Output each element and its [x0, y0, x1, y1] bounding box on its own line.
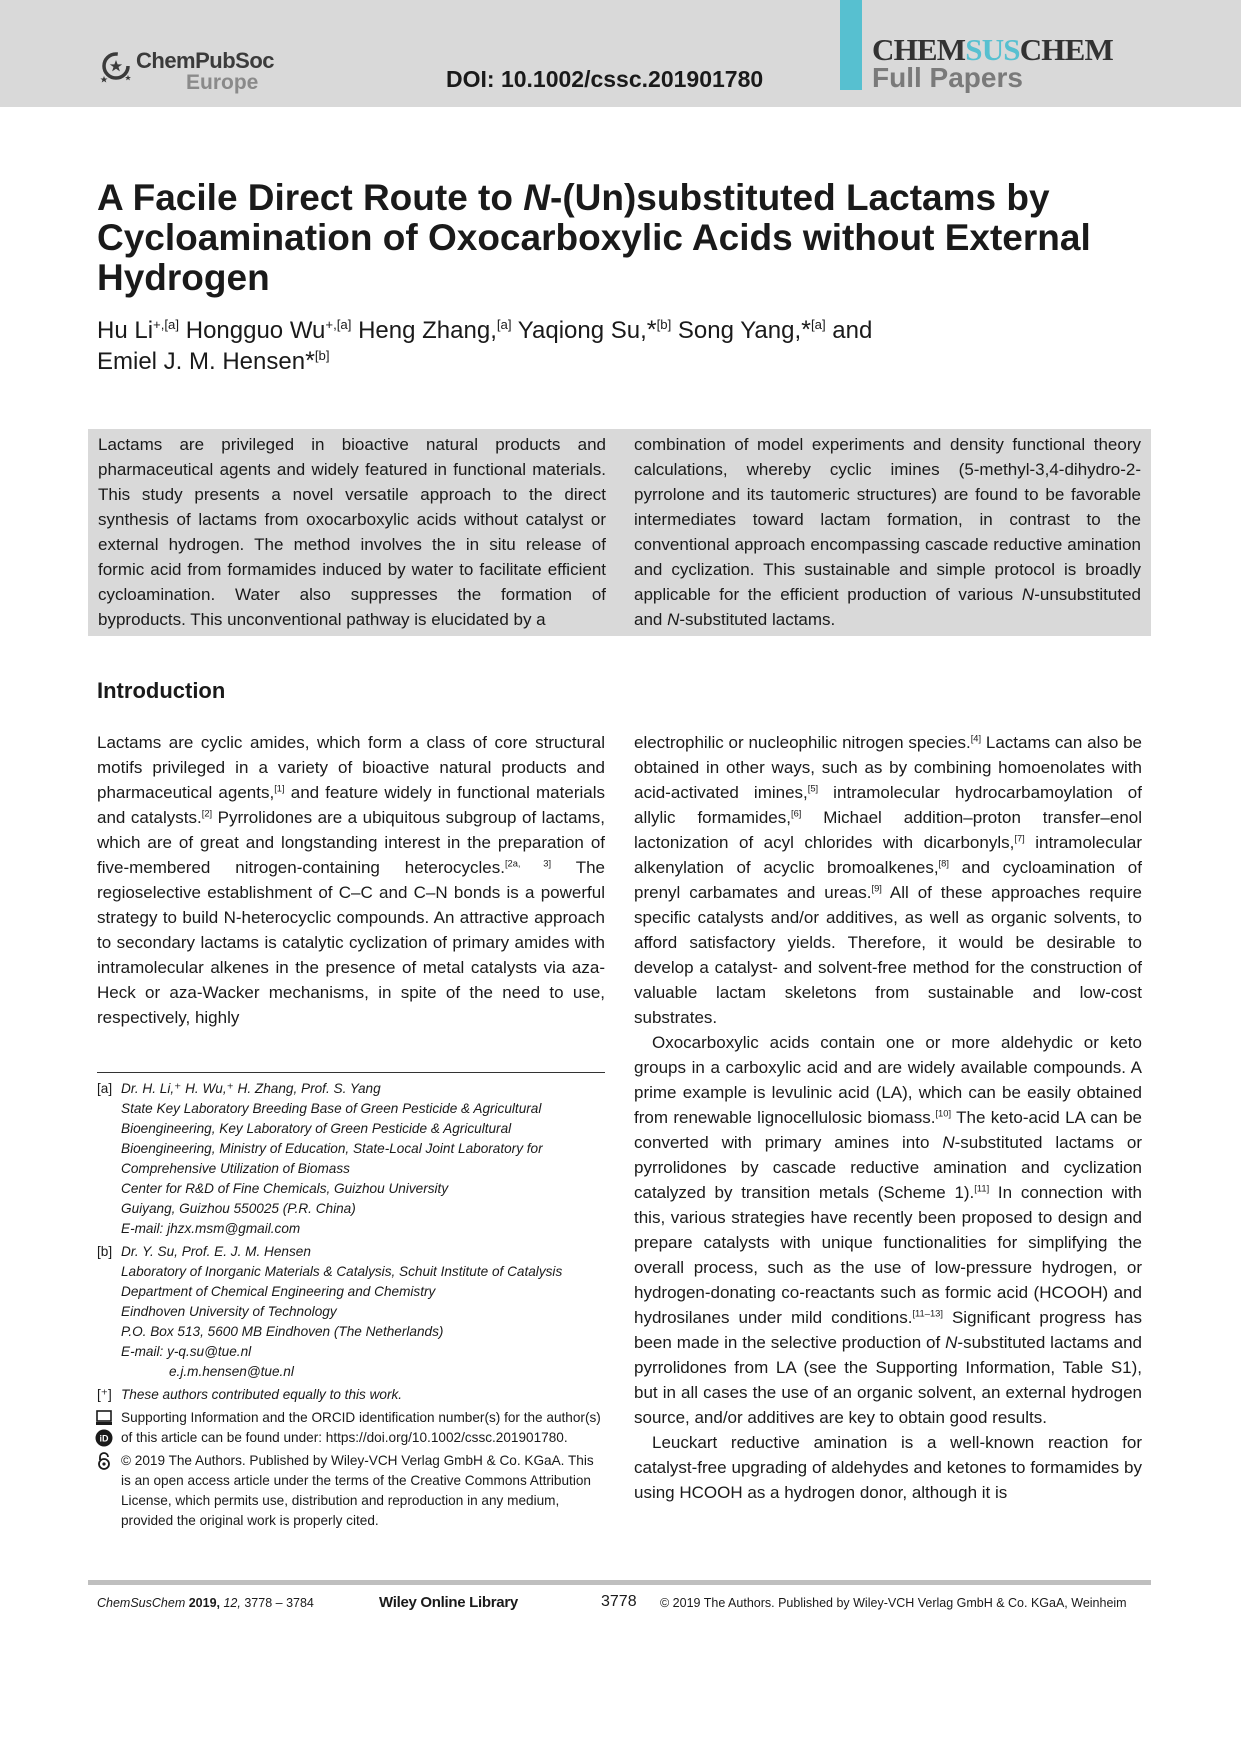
- affiliation-tag: [b]: [97, 1244, 113, 1259]
- text: Oxocarboxylic acids contain one or more aldehydic or keto groups in a carboxylic acid and are widely available compounds. A prime example is levulinic acid (LA), which can be easily obtained from renewable lignocellulosic biomass.: [634, 1033, 1142, 1127]
- affiliation-tag: [⁺]: [97, 1387, 112, 1402]
- text: In connection with this, various strategies have recently been proposed to design and prepare catalysts with unique functionalities for simplifying the overall process, such as the use of low-pressure hydrogen, or hydrogen-donating co-reactants such as formic acid (HCOOH) and hydrosilanes under mild conditions.: [634, 1183, 1142, 1327]
- reference-mark: [9]: [871, 883, 882, 894]
- author-affiliation-mark: [b]: [314, 348, 330, 363]
- introduction-left-column: [97, 730, 605, 1030]
- author: [518, 317, 678, 344]
- text: electrophilic or nucleophilic nitrogen species.: [634, 733, 971, 752]
- author: [358, 317, 518, 344]
- author-name: Hongguo Wu: [185, 317, 326, 344]
- affiliation-line: Guiyang, Guizhou 550025 (P.R. China): [121, 1201, 356, 1216]
- reference-mark: [8]: [938, 858, 949, 869]
- affiliation-line: Department of Chemical Engineering and Chemistry: [121, 1284, 436, 1299]
- author-name: Song Yang,: [677, 317, 802, 344]
- journal-name-part3: CHEM: [1019, 32, 1113, 67]
- author-separator: [671, 317, 678, 344]
- article-section-label: Full Papers: [872, 62, 1023, 93]
- article-title: [97, 178, 1157, 298]
- reference-mark: [4]: [970, 733, 982, 744]
- corresponding-author-mark: *: [305, 347, 315, 375]
- abstract-text: -substituted lactams.: [679, 610, 836, 629]
- text: Lactams can also be obtained in other ways, such as by combining homoenolates with acid-activated imines,: [634, 733, 1142, 802]
- author-affiliation-mark: +,[a]: [153, 317, 180, 332]
- equal-contribution-text: These authors contributed equally to this work.: [121, 1387, 403, 1402]
- orcid-icon: [95, 1429, 113, 1447]
- reference-mark: [11–13]: [912, 1308, 943, 1319]
- text: Significant progress has been made in the selective production of: [634, 1308, 1142, 1352]
- text: and feature widely in functional materials and catalysts.: [97, 783, 605, 827]
- author-affiliation-mark: +,[a]: [325, 317, 352, 332]
- footer-divider: [88, 1580, 1151, 1585]
- author: [678, 317, 872, 344]
- doi-label: DOI: 10.1002/cssc.201901780: [446, 66, 764, 92]
- text: intramolecular alkenylation of acyclic bromoalkenes,: [634, 833, 1142, 877]
- text: intramolecular hydrocarbamoylation of allylic formamides,: [634, 783, 1142, 827]
- footer-copyright: © 2019 The Authors. Published by Wiley-VCH Verlag GmbH & Co. KGaA, Weinheim: [660, 1596, 1127, 1610]
- paragraph: [634, 730, 1142, 1030]
- text: All of these approaches require specific catalysts and/or additives, as well as organic solvents, to afford satisfactory yields. Therefore, it would be desirable to develop a catalyst- and solvent-free method for the construction of valuable lactam skeletons from sustainable and low-cost substrates.: [634, 883, 1142, 1027]
- affiliation-line: P.O. Box 513, 5600 MB Eindhoven (The Netherlands): [121, 1324, 444, 1339]
- footer-citation: [97, 1596, 314, 1610]
- author-affiliation-mark: [a]: [810, 317, 826, 332]
- affiliation-b: [97, 1242, 607, 1382]
- abstract-text: combination of model experiments and density functional theory calculations, whereby cyclic imines (5-methyl-3,4-dihydro-2-pyrrolone and its tautomeric structures) are found to be favorable intermediates toward lactam formation, in contrast to the conventional approach encompassing cascade reductive amination and cyclization. This sustainable and simple protocol is broadly applicable for the efficient production of various: [634, 435, 1141, 604]
- introduction-right-column: [634, 730, 1142, 1505]
- title-text-1: A Facile Direct Route to: [97, 177, 524, 218]
- affiliation-line: Center for R&D of Fine Chemicals, Guizhou University: [121, 1181, 449, 1196]
- affiliation-email: e.j.m.hensen@tue.nl: [169, 1364, 294, 1379]
- footer-year: 2019,: [188, 1596, 220, 1610]
- text: -substituted lactams and pyrrolidones from LA (see the Supporting Information, Table S1), but in all cases the use of an organic solvent, an external hydrogen source, and/or additives are key to obtain good results.: [634, 1333, 1142, 1427]
- paragraph: [97, 730, 605, 1030]
- author-name: Heng Zhang,: [358, 317, 497, 344]
- affiliation-line: Laboratory of Inorganic Materials & Catalysis, Schuit Institute of Catalysis: [121, 1264, 563, 1279]
- italic-n: N: [667, 610, 680, 629]
- text: Pyrrolidones are a ubiquitous subgroup of lactams, which are of great and longstanding interest in the preparation of five-membered nitrogen-containing heterocycles.: [97, 808, 605, 877]
- abstract-left-column: Lactams are privileged in bioactive natural products and pharmaceutical agents and widely featured in functional materials. This study presents a novel versatile approach to the direct synthesis of lactams from oxocarboxylic acids without catalyst or external hydrogen. The method involves the in situ release of formic acid from formamides induced by water to facilitate efficient cycloamination. Water also suppresses the formation of byproducts. This unconventional pathway is elucidated by a: [98, 435, 606, 629]
- computer-icon: [95, 1409, 113, 1427]
- reference-mark: [2]: [201, 808, 213, 819]
- author-name: Hu Li: [97, 317, 154, 344]
- author-separator: [179, 317, 186, 344]
- author-affiliation-mark: [a]: [496, 317, 512, 332]
- abstract-text: -unsubstituted and: [634, 585, 1141, 629]
- journal-name-part1: CHEM: [872, 32, 966, 67]
- section-heading-introduction: Introduction: [97, 678, 226, 703]
- reference-mark: [5]: [807, 783, 819, 794]
- author: [186, 317, 358, 344]
- affiliation-email: E-mail: jhzx.msm@gmail.com: [121, 1221, 301, 1236]
- footer-journal: ChemSusChem: [97, 1596, 186, 1610]
- text: The keto-acid LA can be converted with primary amines into: [634, 1108, 1142, 1152]
- italic-n: N: [945, 1333, 958, 1352]
- equal-contribution-note: [97, 1385, 607, 1405]
- footer-volume: 12,: [223, 1596, 241, 1610]
- italic-n: N: [1021, 585, 1035, 604]
- paragraph: Leuckart reductive amination is a well-known reaction for catalyst-free upgrading of aldehydes and ketones to formamides by using HCOOH as a hydrogen donor, although it is: [634, 1433, 1142, 1502]
- reference-mark: [1]: [274, 783, 285, 794]
- footer-pages: 3778 – 3784: [244, 1596, 314, 1610]
- reference-mark: [7]: [1014, 833, 1025, 844]
- affiliation-line: Dr. Y. Su, Prof. E. J. M. Hensen: [121, 1244, 311, 1259]
- footnote-divider: [97, 1072, 605, 1073]
- author: [97, 348, 330, 375]
- affiliations-block: [97, 1079, 607, 1534]
- affiliation-email: E-mail: y-q.su@tue.nl: [121, 1344, 252, 1359]
- author: [97, 317, 186, 344]
- wiley-online-library-link[interactable]: Wiley Online Library: [379, 1594, 518, 1611]
- chempubsoc-emblem-icon: [98, 48, 134, 84]
- reference-mark: [2a, 3]: [504, 858, 552, 869]
- supporting-information-note: [97, 1408, 607, 1448]
- italic-n: N: [942, 1133, 955, 1152]
- affiliation-line: State Key Laboratory Breeding Base of Green Pesticide & Agricultural Bioengineering, Key Laboratory of Green Pesticide & Agricultural Bioengineering, Ministry of Education, State-Local Joint Laboratory for Comprehensive Utilization of Biomass: [121, 1101, 543, 1176]
- title-italic-n: N: [523, 177, 550, 218]
- author-name: Emiel J. M. Hensen: [97, 348, 306, 375]
- corresponding-author-mark: *: [801, 316, 811, 344]
- corresponding-author-mark: *: [646, 316, 657, 344]
- reference-mark: [10]: [935, 1108, 952, 1119]
- abstract-box: [88, 429, 1151, 636]
- reference-mark: [11]: [974, 1183, 990, 1194]
- journal-accent-bar: [840, 0, 862, 90]
- logo-region: Europe: [186, 71, 259, 94]
- author-list: [97, 315, 1157, 377]
- affiliation-line: Dr. H. Li,⁺ H. Wu,⁺ H. Zhang, Prof. S. Yang: [121, 1081, 381, 1096]
- affiliation-line: Eindhoven University of Technology: [121, 1304, 337, 1319]
- text: The regioselective establishment of C–C and C–N bonds is a powerful strategy to build N-heterocyclic compounds. An attractive approach to secondary lactams is catalytic cyclization of primary amides with intramolecular alkenes in the presence of metal catalysts via aza-Heck or aza-Wacker mechanisms, in spite of the need to use, respectively, highly: [97, 858, 605, 1027]
- text: and cycloamination of prenyl carbamates and ureas.: [634, 858, 1142, 902]
- author-name: Yaqiong Su,: [517, 317, 647, 344]
- paragraph: [634, 1030, 1142, 1430]
- license-note: [97, 1451, 607, 1531]
- publisher-logo: [98, 46, 288, 96]
- logo-name: ChemPubSoc: [136, 48, 275, 73]
- text: Lactams are cyclic amides, which form a class of core structural motifs privileged in a variety of bioactive natural products and pharmaceutical agents,: [97, 733, 605, 802]
- abstract-right-column: [634, 432, 1141, 632]
- text: -substituted lactams or pyrrolidones by cascade reductive amination and cyclization catalyzed by transition metals (Scheme 1).: [634, 1133, 1142, 1202]
- svg-text:iD: iD: [99, 1433, 109, 1444]
- supporting-information-text: Supporting Information and the ORCID identification number(s) for the author(s) of this article can be found under: https://doi.org/10.1002/cssc.201901780.: [121, 1410, 601, 1445]
- affiliation-a: [97, 1079, 607, 1239]
- affiliation-tag: [a]: [97, 1081, 113, 1096]
- author-affiliation-mark: [b]: [656, 317, 672, 332]
- license-text: © 2019 The Authors. Published by Wiley-VCH Verlag GmbH & Co. KGaA. This is an open access article under the terms of the Creative Commons Attribution License, which permits use, distribution and reproduction in any medium, provided the original work is properly cited.: [121, 1453, 594, 1528]
- page-number: 3778: [601, 1593, 637, 1610]
- title-text-2: -(Un)substituted Lactams by Cycloamination of Oxocarboxylic Acids without External Hydrogen: [97, 177, 1091, 298]
- journal-name-part2: SUS: [965, 32, 1020, 67]
- text: Michael addition–proton transfer–enol lactonization of acyl chlorides with dicarbonyls,: [634, 808, 1142, 852]
- reference-mark: [6]: [790, 808, 802, 819]
- open-access-lock-icon: [95, 1452, 113, 1470]
- author-separator: and: [825, 317, 873, 344]
